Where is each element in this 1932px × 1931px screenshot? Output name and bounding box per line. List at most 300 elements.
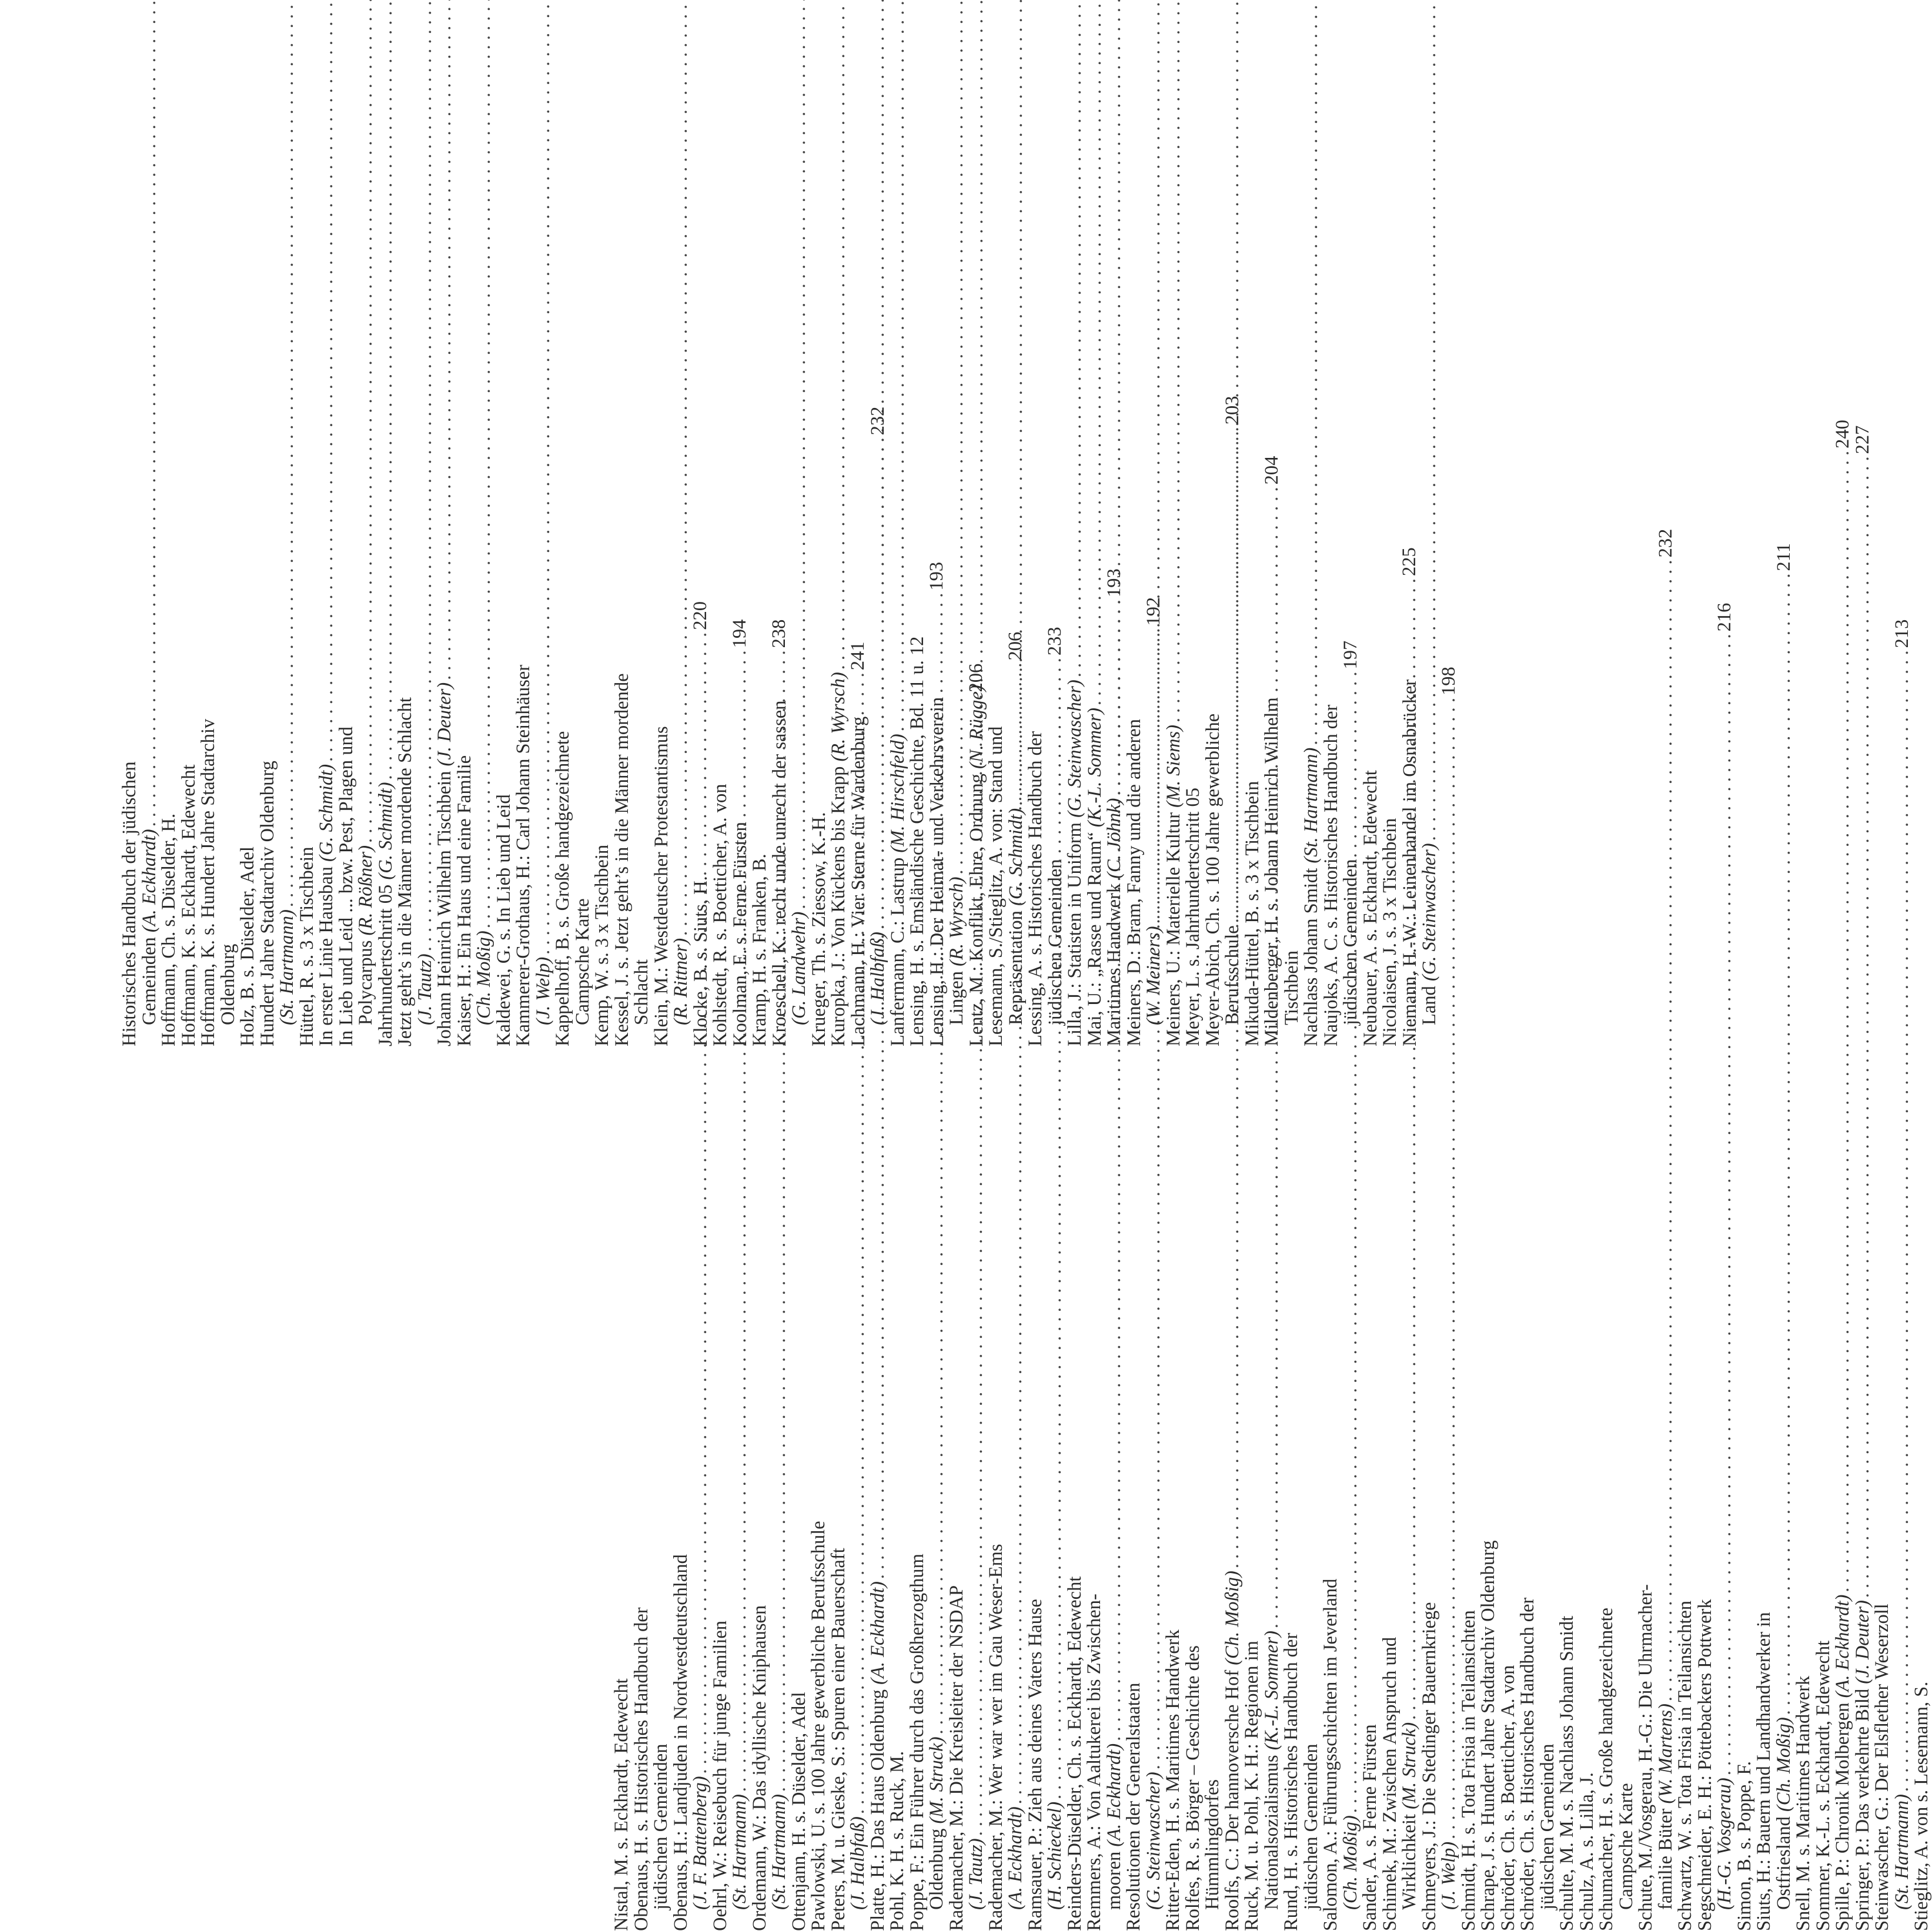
entry-line: jüdischen Gemeinden <box>1044 859 1066 1025</box>
index-entry <box>1753 543 1794 1931</box>
reviewer-name: (G. Steinwascher) <box>1419 843 1440 982</box>
index-entry <box>908 29 928 1046</box>
reviewer-name: (R. Rittner) <box>670 938 691 1025</box>
index-entry <box>612 1346 632 1931</box>
entry-text <box>1085 708 1105 1046</box>
entry-title-fragment: In erster Linie Hausbau <box>316 861 337 1046</box>
entry-line: Ramsauer, P.: Zieh aus deines Vaters Hause <box>1024 1598 1046 1931</box>
reviewer-name: (H.-G. Vosgerau) <box>1714 1777 1735 1910</box>
index-entry <box>435 29 455 1046</box>
entry-line: Steinwascher, G.: Der Elsflether Weserzoll <box>1871 1603 1893 1931</box>
reviewer-name: (K.-L. Sommer) <box>1261 1630 1282 1750</box>
reviewer-name: (St. Hartmann) <box>1301 747 1322 864</box>
reviewer-name: (J. Tautz) <box>414 953 436 1025</box>
entry-line: Schwartz, W. s. Tota Frisia in Teilansichten <box>1674 1600 1696 1931</box>
entry-text <box>1400 1722 1420 1909</box>
index-entry <box>1499 1346 1519 1931</box>
dot-leader <box>730 650 750 1792</box>
entry-text <box>730 1794 750 1910</box>
index-entry <box>1912 1346 1932 1931</box>
entry-text <box>140 829 160 1025</box>
index-entry <box>1302 29 1322 1046</box>
entry-title-fragment: Roolfs, C.: Der hannoversche Hof <box>1221 1665 1243 1931</box>
reviewer-name: (A. Eckhardt) <box>867 1581 888 1685</box>
reviewer-name: (Ch. Moßig) <box>1339 1815 1361 1910</box>
entry-title-fragment: Mai, U.: „Rasse und Raum“ <box>1084 827 1105 1046</box>
entry-line: Rolfes, R. s. Börger – Geschichte des <box>1182 1645 1204 1931</box>
entry-page-line <box>1085 29 1105 1046</box>
entry-title-fragment: Jahrhundertschritt 05 <box>375 879 396 1046</box>
dot-leader <box>848 672 868 1814</box>
entry-line: Schrape, J. s. Hundert Jahre Stadtarchiv Oldenburg <box>1478 1540 1499 1931</box>
page-number: 206 <box>965 663 987 692</box>
entry-line: Koolman, E. s. Ferne Fürsten <box>729 822 751 1046</box>
page-number: 194 <box>729 619 750 648</box>
dot-leader <box>888 0 908 731</box>
dot-leader <box>1439 698 1459 1839</box>
reviewer-name: (J. Welp) <box>532 956 554 1025</box>
index-entry <box>317 29 337 1046</box>
entry-line: Kaiser, H.: Ein Haus und eine Familie <box>453 755 475 1046</box>
index-entry <box>1676 1346 1696 1931</box>
index-entry <box>1694 603 1735 1931</box>
entry-text <box>1223 1571 1243 1931</box>
reviewer-name: (A. Eckhardt) <box>138 829 160 933</box>
entry-line: Snell, M. s. Maritimes Handwerk <box>1793 1675 1814 1931</box>
page-number: 203 <box>1221 395 1243 424</box>
entry-page-line <box>317 29 337 1046</box>
index-entry <box>1065 1346 1085 1931</box>
dot-leader <box>1164 0 1184 722</box>
dot-leader <box>1302 0 1322 745</box>
entry-line: Lessing, A. s. Historisches Handbuch der <box>1025 731 1046 1046</box>
entry-line: Kroeschell, K.: recht unde unrecht der sassen <box>768 700 790 1046</box>
entry-line: In Lieb und Leid ... bzw. Pest, Plagen und <box>335 727 357 1046</box>
dot-leader <box>1853 456 1873 1598</box>
reviewer-name: (Ch. Moßig) <box>473 931 494 1025</box>
entry-title-fragment: Kuropka, J.: Von Kückens bis Krapp <box>828 761 849 1046</box>
entry-title-fragment: Land <box>1419 981 1440 1025</box>
entry-title-fragment: Polycarpus <box>355 935 376 1025</box>
entry-line: Rund, H. s. Historisches Handbuch der <box>1281 1632 1302 1931</box>
entry-line: Lachmann, H.: Vier Sterne für Wardenburg <box>847 716 869 1046</box>
entry-line: Mikuda-Hüttel, B. s. 3 x Tischbein <box>1241 781 1263 1046</box>
dot-leader <box>140 0 160 826</box>
entry-line: Reinders-Düselder, Ch. s. Eckhardt, Edewecht <box>1064 1576 1085 1931</box>
entry-text <box>1045 1801 1065 1909</box>
entry-line: Schulte, M. M. s. Nachlass Johann Smidt <box>1556 1615 1577 1931</box>
entry-page-line <box>474 29 494 1046</box>
entry-page-line <box>829 29 849 1046</box>
index-entry <box>494 29 514 1046</box>
reviewer-name: (J. Deuter) <box>434 682 455 767</box>
index-entry <box>1459 1346 1479 1931</box>
reviewer-name: (St. Hartmann) <box>768 1793 790 1910</box>
reviewer-name: (W. Martens) <box>1654 1703 1676 1803</box>
reviewer-name: (M. Hirschfeld) <box>887 734 908 853</box>
index-entry <box>1381 29 1400 1046</box>
entry-title-fragment: Gemeinden <box>138 932 160 1025</box>
index-entry <box>1164 1346 1184 1931</box>
reviewer-name: (G. Steinwascher) <box>1064 680 1085 818</box>
entry-line: Campsche Karte <box>571 898 593 1025</box>
index-entry <box>376 29 396 1046</box>
entry-line: jüdischen Gemeinden <box>1300 1743 1322 1910</box>
reviewer-name: (R. Wyrsch) <box>946 876 967 966</box>
entry-title-fragment: Johann Heinrich Wilhelm Tischbein <box>434 766 455 1046</box>
entry-line: Salomon, A.: Führungsschichten im Jeverland <box>1320 1578 1341 1931</box>
entry-line: Meyer, L. s. Jahrhundertschritt 05 <box>1182 787 1204 1046</box>
entry-line: Simon, B. s. Poppe, F. <box>1733 1761 1755 1931</box>
entry-line: Hoffmann, Ch. s. Düselder, H. <box>158 813 179 1046</box>
entry-text <box>1006 1806 1026 1910</box>
index-entry <box>810 29 830 1046</box>
entry-page-line <box>790 29 810 1046</box>
index-entry <box>888 1346 908 1931</box>
dot-leader <box>1833 450 1853 1592</box>
entry-line: Campsche Karte <box>1615 1782 1637 1910</box>
index-entry <box>790 1346 810 1931</box>
entry-page-line <box>1851 425 1873 1931</box>
entry-line: Schmidt, H. s. Tota Frisia in Teilansichten <box>1458 1609 1479 1931</box>
entry-text <box>927 1736 947 1910</box>
entry-title-fragment: mooren <box>1103 1846 1125 1910</box>
entry-line: Jetzt geht’s in die Männer mordende Schlacht <box>395 697 416 1046</box>
reviewer-name: (A. Eckhardt) <box>1005 1806 1026 1910</box>
index-entry <box>888 29 908 1046</box>
entry-text <box>967 1838 987 1910</box>
index-entry <box>455 29 494 1046</box>
dot-leader <box>868 437 888 1579</box>
entry-title-fragment: Lanfermann, C.: Lastrup <box>887 852 908 1046</box>
index-entry <box>1184 29 1204 1046</box>
entry-text <box>278 909 298 1025</box>
page-number: 232 <box>1654 528 1676 557</box>
index-entry <box>1085 29 1105 1046</box>
entry-text <box>790 912 810 1025</box>
entry-text <box>770 1794 790 1910</box>
page-number: 192 <box>1142 597 1164 625</box>
entry-text <box>691 1776 711 1909</box>
entry-line: Sander, A. s. Ferne Fürsten <box>1359 1723 1381 1931</box>
index-entry <box>1735 1346 1755 1931</box>
entry-text <box>1341 1815 1361 1910</box>
entry-title-fragment: familie Büter <box>1654 1803 1676 1910</box>
entry-line: Kammerer-Grothaus, H.: Carl Johann Steinhäuser <box>513 664 534 1046</box>
dot-leader <box>770 650 790 1792</box>
entry-line: Kohlstedt, R. s. Boetticher, A. von <box>710 784 731 1046</box>
entry-page-line <box>278 29 298 1046</box>
reviewer-name: (M. Siems) <box>1162 725 1184 808</box>
entry-text <box>376 782 396 1047</box>
dot-leader <box>790 0 810 909</box>
entry-line: Klocke, B. s. Siuts, H. <box>690 876 711 1046</box>
entry-line: Schumacher, H. s. Große handgezeichnete <box>1596 1607 1617 1931</box>
entry-title-fragment: Lilla, J.: Statisten in Uniform <box>1064 817 1085 1046</box>
page-number: 193 <box>1103 568 1125 597</box>
entry-title-fragment: Maritimes Handwerk <box>1104 878 1125 1046</box>
index-entry <box>159 29 179 1046</box>
entry-line: Hoffmann, K. s. Eckhardt, Edewecht <box>178 764 199 1046</box>
entry-page-line <box>356 29 376 1046</box>
entry-line: Klein, M.: Westdeutscher Protestantismus <box>650 726 672 1046</box>
entry-line: Poppe, F.: Ein Führer durch das Großherzogthum <box>906 1553 928 1931</box>
index-entry <box>809 1346 829 1931</box>
dot-leader <box>376 0 396 780</box>
entry-text <box>1262 1631 1282 1910</box>
page-number: 220 <box>690 601 711 630</box>
page-number: 240 <box>1832 419 1853 449</box>
index-entry <box>1832 419 1853 1931</box>
entry-text <box>1105 1743 1125 1909</box>
entry-title-fragment: Lentz, M.: Konflikt, Ehre, Ordnung <box>965 768 987 1046</box>
entry-title-fragment: Springer, P.: Das verkehrte Bild <box>1851 1684 1873 1931</box>
index-entry <box>1164 29 1184 1046</box>
entry-page-line <box>671 29 691 1046</box>
dot-leader <box>1085 0 1105 705</box>
entry-text <box>848 1816 868 1910</box>
entry-line: Stieglitz, A. von s. Lesemann, S. <box>1911 1681 1932 1931</box>
index-entry <box>1814 1346 1834 1931</box>
dot-leader <box>435 0 455 680</box>
index-entry <box>1577 1346 1597 1931</box>
page-number: 238 <box>768 619 790 648</box>
entry-line: Hundert Jahre Stadtarchiv Oldenburg <box>256 761 278 1046</box>
dot-leader <box>474 0 494 928</box>
page-number: 227 <box>1851 425 1873 454</box>
entry-text <box>1420 843 1440 1025</box>
reviewer-name: (St. Hartmann) <box>1891 1793 1913 1910</box>
reviewer-name: (A. Eckhardt) <box>1832 1594 1853 1698</box>
reviewer-name: (J. Deuter) <box>1851 1599 1873 1684</box>
index-entry <box>553 29 593 1046</box>
reviewer-name: (M. Struck) <box>1399 1722 1420 1809</box>
entry-text <box>947 877 967 1025</box>
entry-line: Siuts, H.: Bauern und Landhandwerker in <box>1753 1612 1774 1931</box>
entry-title-fragment: Meiners, U.: Materielle Kultur <box>1162 807 1184 1046</box>
entry-line: Schröder, Ch. s. Boetticher, A. von <box>1497 1665 1519 1931</box>
reviewer-name: (J. Halbfaß) <box>847 1816 868 1910</box>
reviewer-name: (M. Struck) <box>926 1736 947 1823</box>
index-entry <box>238 29 258 1046</box>
entry-page-line <box>435 29 455 1046</box>
entry-line: Schute, M./Vosgerau, H.-G.: Die Uhrmacher- <box>1635 1584 1656 1931</box>
entry-line: Holz, B. s. Düselder, Adel <box>237 846 258 1046</box>
entry-text <box>829 672 849 1046</box>
dot-leader <box>1715 634 1735 1775</box>
dot-leader <box>317 0 337 762</box>
index-entry <box>1557 1346 1577 1931</box>
index-entry <box>1184 1346 1223 1931</box>
entry-text <box>356 845 376 1025</box>
entry-line: jüdischen Gemeinden <box>1340 859 1361 1025</box>
entry-line: Meiners, D.: Bram, Fanny und die anderen <box>1123 719 1145 1046</box>
index-entry <box>1518 1346 1557 1931</box>
entry-line: Ottenjann, H. s. Düselder, Adel <box>788 1691 810 1931</box>
entry-line: Segschneider, E. H.: Pöttebackers Pottwerk <box>1694 1598 1716 1931</box>
entry-line: Obenaus, H.: Landjuden in Nordwestdeutschland <box>670 1554 691 1931</box>
reviewer-name: (G. Steinwascher) <box>1142 1771 1164 1910</box>
dot-leader <box>1144 628 1164 1769</box>
index-entry <box>1794 1346 1814 1931</box>
dot-leader <box>1223 427 1243 1568</box>
entry-page-line <box>1891 619 1913 1931</box>
dot-leader <box>671 0 691 936</box>
entry-text <box>1833 1594 1853 1930</box>
entry-text <box>1302 748 1322 1046</box>
dot-leader <box>278 0 298 907</box>
entry-line: Ordemann, W.: Das idyllische Kniphausen <box>748 1605 770 1931</box>
entry-line: Nistal, M. s. Eckhardt, Edewecht <box>611 1678 632 1931</box>
page-number: 232 <box>867 406 888 435</box>
entry-line: Hüttel, R. s. 3 x Tischbein <box>296 846 317 1046</box>
index-entry <box>199 29 238 1046</box>
dot-leader <box>1893 650 1913 1792</box>
entry-line: Resolutionen der Generalstaaten <box>1123 1682 1144 1931</box>
entry-line: Rademacher, M.: Wer war wer im Gau Weser-Ems <box>985 1543 1007 1931</box>
entry-line: Schmeyers, J.: Die Stedinger Bauernkriege <box>1418 1601 1440 1931</box>
entry-line: Obenaus, H. s. Historisches Handbuch der <box>630 1607 652 1931</box>
entry-line: Kaldewei, G. s. In Lieb und Leid <box>493 794 514 1046</box>
entry-page-line <box>1420 29 1440 1046</box>
page-number: 193 <box>926 561 947 591</box>
entry-line: jüdischen Gemeinden <box>1536 1743 1558 1910</box>
dot-leader <box>1420 0 1440 841</box>
index-entry <box>593 29 613 1046</box>
entry-line: jüdischen Gemeinden <box>650 1743 671 1910</box>
entry-text <box>1065 680 1085 1046</box>
reviewer-name: (R. Wyrsch) <box>828 672 849 762</box>
entry-title-fragment: Nachlass Johann Smidt <box>1301 863 1322 1046</box>
index-entry <box>711 29 731 1046</box>
entry-text <box>317 764 337 1046</box>
reviewer-name: (J. Tautz) <box>965 1838 987 1910</box>
reviewer-name: (N. Rügge) <box>965 685 987 769</box>
entry-title-fragment: Ostfriesland <box>1773 1811 1794 1910</box>
entry-page-line <box>1065 29 1085 1046</box>
entry-text <box>1715 1778 1735 1910</box>
entry-line: Schlacht <box>631 959 652 1025</box>
entry-text <box>1439 1841 1459 1909</box>
reviewer-name: (G. Schmidt) <box>375 782 396 880</box>
entry-line: Mildenberger, H. s. Johann Heinrich Wilhelm <box>1261 697 1282 1046</box>
index-entry <box>1361 29 1381 1046</box>
page-number: 216 <box>1714 603 1735 631</box>
entry-line: Schröder, Ch. s. Historisches Handbuch der <box>1517 1597 1538 1931</box>
entry-page-line <box>1773 543 1794 1931</box>
index-entry <box>1597 1346 1636 1931</box>
entry-page-line <box>947 29 967 1046</box>
entry-line: Rademacher, M.: Die Kreisleiter der NSDAP <box>945 1585 967 1931</box>
entry-line: Niemann, H.-W.: Leinenhandel im Osnabrücker <box>1399 679 1420 1046</box>
index-entry <box>1871 619 1913 1931</box>
entry-line: Naujoks, A. C. s. Historisches Handbuch der <box>1320 704 1342 1046</box>
entry-line: Krueger, Th. s. Ziessow, K.-H. <box>808 812 830 1046</box>
entry-line: Pawlowski, U. s. 100 Jahre gewerbliche Berufsschule <box>808 1520 829 1931</box>
index-entry <box>258 29 298 1046</box>
entry-page-line <box>1164 29 1184 1046</box>
index-entry <box>632 1346 671 1931</box>
dot-leader <box>1400 578 1420 1720</box>
index-entry <box>1361 1346 1381 1931</box>
page-number: 197 <box>1339 640 1361 669</box>
dot-leader <box>967 694 987 1836</box>
entry-text <box>534 957 554 1025</box>
page-number: 233 <box>1044 626 1065 655</box>
dot-leader <box>1262 487 1282 1628</box>
entry-page-line <box>1654 528 1676 1931</box>
index-entry <box>1635 528 1676 1931</box>
entry-line: Oldenburg <box>217 943 239 1025</box>
entry-page-line <box>888 29 908 1046</box>
entry-line: Lensing, H.: Der Heimat- und Verkehrsverein <box>926 697 948 1046</box>
entry-page-line <box>534 29 554 1046</box>
page-number: 225 <box>1399 547 1420 576</box>
index-entry <box>1065 29 1085 1046</box>
entry-line: Kessel, J. s. Jetzt geht’s in die Männer mordende <box>611 673 633 1046</box>
dot-leader <box>927 593 947 1734</box>
reviewer-name: (A. Eckhardt) <box>1103 1743 1125 1847</box>
reviewer-name: (J. F. Battenberg) <box>690 1776 711 1910</box>
page-number: 204 <box>1261 456 1282 484</box>
dot-leader <box>691 632 711 1773</box>
dot-leader <box>1341 671 1361 1813</box>
entry-text <box>1774 1717 1794 1910</box>
dot-leader <box>416 0 436 951</box>
entry-line: Schimek, M.: Zwischen Anspruch und <box>1379 1637 1400 1931</box>
entry-title-fragment: Lingen <box>946 966 967 1025</box>
index-entry <box>337 29 376 1046</box>
dot-leader <box>1105 600 1125 1741</box>
reviewer-name: (J. Welp) <box>1438 1841 1459 1910</box>
reviewer-name: (St. Hartmann) <box>276 909 298 1025</box>
index-entry <box>1479 1346 1499 1931</box>
entry-page-line <box>376 29 396 1046</box>
entry-text <box>868 1581 888 1931</box>
index-entry <box>1851 425 1873 1931</box>
entry-line: Lensing, H. s. Emsländische Geschichte, Bd. 11 u. 12 <box>907 636 928 1046</box>
entry-title-fragment: Berufsschule <box>1222 925 1243 1025</box>
entry-page-line <box>1714 603 1735 1931</box>
entry-page-line <box>140 29 160 1046</box>
reviewer-name: (Ch. Moßig) <box>1221 1570 1243 1665</box>
reviewer-name: (St. Hartmann) <box>729 1793 750 1910</box>
entry-page-line <box>1302 29 1322 1046</box>
reviewer-name: (G. Landwehr) <box>788 911 810 1025</box>
entry-line: Peters, M. u. Gieske, S.: Spuren einer Bauerschaft <box>827 1547 849 1931</box>
reviewer-name: (C. Jöhnk) <box>1104 798 1125 879</box>
entry-title-fragment: Wirklichkeit <box>1399 1809 1420 1910</box>
entry-title-fragment: Nationalsozialismus <box>1261 1749 1282 1910</box>
entry-text <box>1853 1600 1873 1931</box>
entry-text <box>416 953 436 1025</box>
entry-line: Oehrl, W.: Reisebuch für junge Familien <box>709 1620 731 1931</box>
dot-leader <box>967 0 987 682</box>
index-entry <box>179 29 199 1046</box>
entry-text <box>435 682 455 1046</box>
entry-line: Kemp, W. s. 3 x Tischbein <box>591 844 613 1046</box>
entry-line: Kappelhoff, B. s. Große handgezeichnete <box>552 731 573 1046</box>
entry-title-fragment: Oldenburg <box>926 1823 947 1910</box>
reviewer-name: (G. Schmidt) <box>316 764 337 862</box>
entry-line: Sommer, K.-L. s. Eckhardt, Edewecht <box>1812 1640 1834 1931</box>
dot-leader <box>1774 573 1794 1715</box>
reviewer-name: (H. Schieckel) <box>1044 1801 1065 1910</box>
page-number: 213 <box>1891 619 1913 648</box>
page-number: 241 <box>847 641 868 670</box>
dot-leader <box>1045 658 1065 1799</box>
entry-page-line <box>416 29 436 1046</box>
